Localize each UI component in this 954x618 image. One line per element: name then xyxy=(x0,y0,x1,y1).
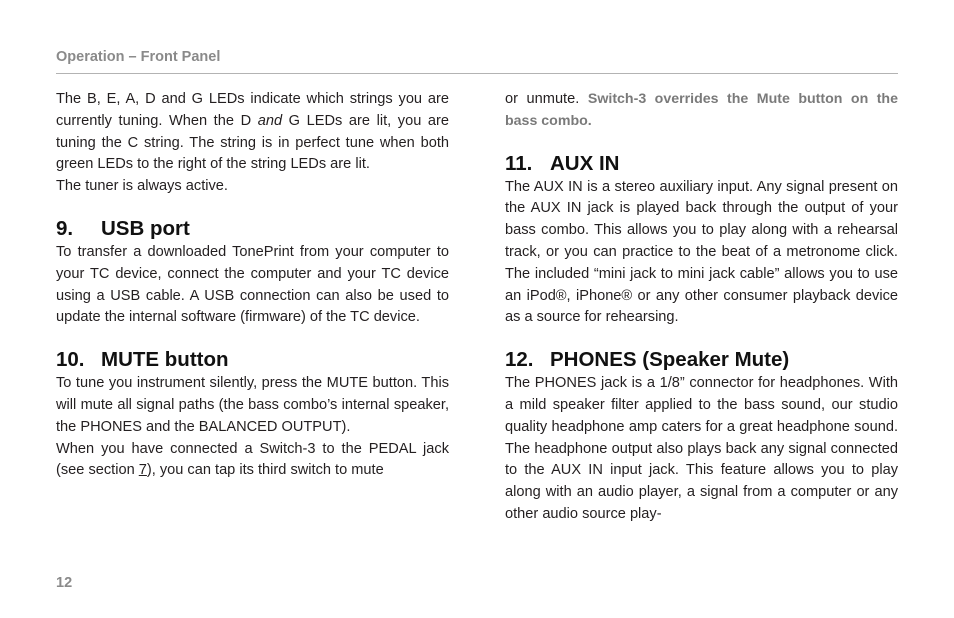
left-column xyxy=(56,89,449,482)
usb-paragraph: To transfer a downloaded TonePrint from your computer to your TC device, connect the computer and your TC device using a USB cable. A USB connection can also be used to update the internal software (firmware) of the TC device. xyxy=(56,243,449,326)
mute-paragraph: To tune you instrument silently, press the MUTE button. This will mute all signal paths (the bass combo’s internal speaker, the PHONES and the BALANCED OUTPUT). xyxy=(56,375,449,435)
section-number: 10. xyxy=(56,348,85,372)
tuner-paragraph: The B, E, A, D and G LEDs indicate which strings you are currently tuning. When the D and G LEDs are lit, you are tuning the C string. The string is in perfect tune when both green LEDs to the right of the string LEDs are lit. xyxy=(56,91,449,173)
section-number: 9. xyxy=(56,216,74,240)
section-heading-aux-in xyxy=(505,151,898,177)
section-number: 11. xyxy=(505,151,533,175)
section-heading-usb xyxy=(56,216,449,242)
running-header: Operation – Front Panel xyxy=(56,49,221,65)
section-title: PHONES (Speaker Mute) xyxy=(550,348,790,372)
section-heading-mute xyxy=(56,347,449,373)
switch3-note: Switch-3 overrides the Mute button on the bass combo. xyxy=(505,91,898,129)
aux-in-paragraph: The AUX IN is a stereo auxiliary input. Any signal present on the AUX IN jack is played back through the output of your bass combo. This allows you to play along with a rehearsal track, or you can practice to the beat of a metronome click. The included “mini jack to mini jack cable” allows you to use an iPod®, iPhone® or any other consumer playback device as a source for rehearsing. xyxy=(505,178,898,326)
mute-continued-paragraph: or unmute. Switch-3 overrides the Mute button on the bass combo. xyxy=(505,91,898,129)
section-title: MUTE button xyxy=(101,348,229,372)
section-heading-phones xyxy=(505,347,898,373)
phones-paragraph: The PHONES jack is a 1/8” connector for headphones. With a mild speaker filter applied to the bass sound, our studio quality headphone amp caters for a great headphone sound. The headphone output also plays back any signal connected to the AUX IN input jack. This feature allows you to play along with an audio player, a signal from a computer or any other audio source play- xyxy=(505,375,898,522)
header-divider xyxy=(56,73,898,74)
section-title: USB port xyxy=(101,216,190,240)
tuner-active-note: The tuner is always active. xyxy=(56,178,228,195)
section-number: 12. xyxy=(505,348,534,372)
section-7-link[interactable]: 7 xyxy=(138,462,147,479)
mute-switch3-paragraph: When you have connected a Switch-3 to the PEDAL jack (see section 7), you can tap its third switch to mute xyxy=(56,440,449,479)
section-title: AUX IN xyxy=(550,151,620,175)
page-number: 12 xyxy=(56,575,73,591)
right-column xyxy=(505,89,898,526)
